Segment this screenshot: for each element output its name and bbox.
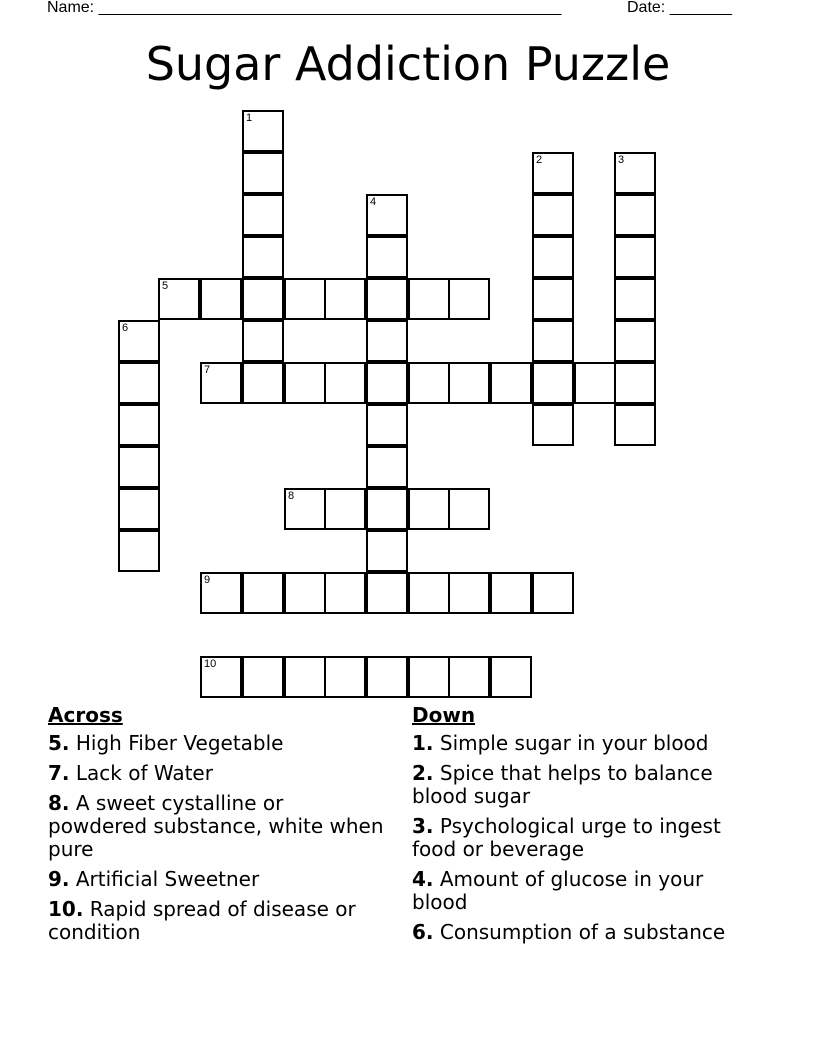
clue-number: 5. <box>48 731 70 755</box>
crossword-cell[interactable] <box>242 110 284 152</box>
crossword-cell[interactable] <box>574 362 616 404</box>
crossword-cell[interactable] <box>366 362 408 404</box>
crossword-cell[interactable] <box>118 488 160 530</box>
crossword-cell[interactable] <box>532 572 574 614</box>
clue-item <box>412 815 762 861</box>
crossword-cell[interactable] <box>200 656 242 698</box>
clue-text: Psychological urge to ingest food or beverage <box>412 814 721 861</box>
cell-number: 1 <box>246 112 253 124</box>
name-field-label[interactable]: Name: ____________________________________________________ <box>47 0 562 16</box>
clue-number: 4. <box>412 867 434 891</box>
crossword-cell[interactable] <box>448 362 490 404</box>
cell-number: 10 <box>204 658 217 670</box>
clue-text: Amount of glucose in your blood <box>412 867 704 914</box>
crossword-cell[interactable] <box>242 656 284 698</box>
cell-number: 8 <box>288 490 295 502</box>
crossword-cell[interactable] <box>200 572 242 614</box>
cell-number: 6 <box>122 322 129 334</box>
crossword-cell[interactable] <box>284 362 326 404</box>
down-clues <box>412 702 762 951</box>
crossword-cell[interactable] <box>490 656 532 698</box>
clue-text: High Fiber Vegetable <box>69 731 284 755</box>
clue-item <box>412 762 762 808</box>
crossword-cell[interactable] <box>284 488 326 530</box>
clue-text: Lack of Water <box>69 761 213 785</box>
crossword-cell[interactable] <box>408 278 450 320</box>
crossword-cell[interactable] <box>448 488 490 530</box>
clue-item <box>412 921 762 944</box>
crossword-cell[interactable] <box>284 278 326 320</box>
cell-number: 9 <box>204 574 211 586</box>
cell-number: 2 <box>536 154 543 166</box>
crossword-cell[interactable] <box>242 236 284 278</box>
crossword-cell[interactable] <box>324 572 366 614</box>
clue-number: 1. <box>412 731 434 755</box>
crossword-cell[interactable] <box>408 656 450 698</box>
crossword-cell[interactable] <box>242 362 284 404</box>
crossword-cell[interactable] <box>118 320 160 362</box>
cell-number: 5 <box>162 280 169 292</box>
crossword-cell[interactable] <box>158 278 200 320</box>
clue-number: 3. <box>412 814 434 838</box>
crossword-cell[interactable] <box>366 488 408 530</box>
crossword-cell[interactable] <box>242 194 284 236</box>
crossword-cell[interactable] <box>614 278 656 320</box>
crossword-cell[interactable] <box>614 194 656 236</box>
crossword-cell[interactable] <box>284 656 326 698</box>
crossword-cell[interactable] <box>490 572 532 614</box>
clue-text: Consumption of a substance <box>433 920 726 944</box>
date-field-label[interactable]: Date: _______ <box>627 0 732 16</box>
crossword-cell[interactable] <box>118 446 160 488</box>
crossword-cell[interactable] <box>532 278 574 320</box>
clue-item <box>48 792 388 861</box>
clue-item <box>48 762 388 785</box>
crossword-cell[interactable] <box>614 236 656 278</box>
clue-text: Rapid spread of disease or condition <box>48 897 356 944</box>
crossword-cell[interactable] <box>118 362 160 404</box>
crossword-cell[interactable] <box>200 278 242 320</box>
crossword-cell[interactable] <box>408 572 450 614</box>
clue-text: Spice that helps to balance blood sugar <box>412 761 713 808</box>
crossword-cell[interactable] <box>408 488 450 530</box>
crossword-cell[interactable] <box>532 152 574 194</box>
cell-number: 3 <box>618 154 625 166</box>
crossword-cell[interactable] <box>532 362 574 404</box>
crossword-cell[interactable] <box>448 278 490 320</box>
crossword-cell[interactable] <box>284 572 326 614</box>
crossword-cell[interactable] <box>614 362 656 404</box>
crossword-cell[interactable] <box>366 194 408 236</box>
crossword-cell[interactable] <box>366 404 408 446</box>
clue-item <box>412 732 762 755</box>
crossword-cell[interactable] <box>614 320 656 362</box>
crossword-cell[interactable] <box>366 656 408 698</box>
crossword-cell[interactable] <box>324 488 366 530</box>
crossword-cell[interactable] <box>366 530 408 572</box>
down-heading: Down <box>412 703 476 727</box>
crossword-cell[interactable] <box>242 572 284 614</box>
crossword-cell[interactable] <box>366 572 408 614</box>
crossword-cell[interactable] <box>532 404 574 446</box>
page-title: Sugar Addiction Puzzle <box>145 37 671 91</box>
crossword-cell[interactable] <box>242 320 284 362</box>
crossword-cell[interactable] <box>118 530 160 572</box>
crossword-cell[interactable] <box>242 152 284 194</box>
cell-number: 7 <box>204 364 211 376</box>
crossword-cell[interactable] <box>408 362 450 404</box>
crossword-cell[interactable] <box>532 236 574 278</box>
crossword-cell[interactable] <box>366 236 408 278</box>
cell-number: 4 <box>370 196 377 208</box>
crossword-cell[interactable] <box>614 404 656 446</box>
clue-text: Artificial Sweetner <box>69 867 260 891</box>
crossword-cell[interactable] <box>532 194 574 236</box>
crossword-cell[interactable] <box>366 446 408 488</box>
crossword-cell[interactable] <box>118 404 160 446</box>
crossword-cell[interactable] <box>614 152 656 194</box>
across-heading: Across <box>48 703 123 727</box>
clue-number: 8. <box>48 791 70 815</box>
crossword-cell[interactable] <box>324 656 366 698</box>
crossword-cell[interactable] <box>490 362 532 404</box>
clue-number: 7. <box>48 761 70 785</box>
crossword-cell[interactable] <box>324 362 366 404</box>
clue-number: 10. <box>48 897 84 921</box>
clue-text: A sweet cystalline or powdered substance, white when pure <box>48 791 384 861</box>
crossword-cell[interactable] <box>242 278 284 320</box>
across-clues <box>48 702 388 951</box>
crossword-cell[interactable] <box>200 362 242 404</box>
clue-number: 6. <box>412 920 434 944</box>
crossword-cell[interactable] <box>366 320 408 362</box>
crossword-cell[interactable] <box>532 320 574 362</box>
clue-text: Simple sugar in your blood <box>433 731 709 755</box>
clue-number: 9. <box>48 867 70 891</box>
clue-item <box>412 868 762 914</box>
clue-item <box>48 868 388 891</box>
clue-item <box>48 732 388 755</box>
crossword-cell[interactable] <box>366 278 408 320</box>
crossword-cell[interactable] <box>448 656 490 698</box>
crossword-cell[interactable] <box>324 278 366 320</box>
crossword-cell[interactable] <box>448 572 490 614</box>
clue-number: 2. <box>412 761 434 785</box>
clue-item <box>48 898 388 944</box>
